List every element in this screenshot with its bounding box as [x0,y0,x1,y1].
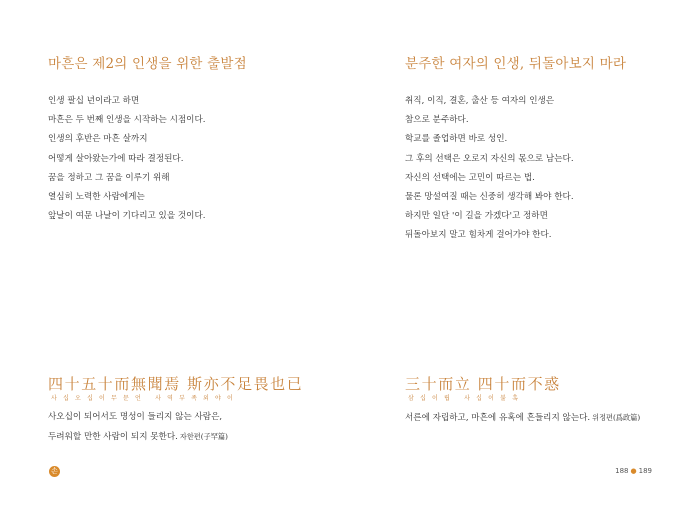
body-line: 꿈을 정하고 그 꿈을 이루기 위해 [48,172,170,183]
body-line: 그 후의 선택은 오로지 자신의 몫으로 남는다. [405,153,574,164]
right-quote-block [405,375,640,428]
body-line: 물론 망설여질 때는 신중히 생각해 봐야 한다. [405,192,574,203]
page-number-left: 188 [615,467,629,475]
body-line: 학교를 졸업하면 바로 성인. [405,134,508,145]
translation-text: 두려워할 만한 사람이 되지 못한다. [48,432,178,442]
translation-text: 서른에 자립하고, 마흔에 유혹에 흔들리지 않는다. [405,413,591,423]
body-line: 인생 팔십 년이라고 하면 [48,96,140,106]
body-line: 열심히 노력한 사람에게는 [48,192,145,203]
page-numbers [615,467,652,475]
quote-translation [405,408,640,428]
body-line: 뒤돌아보지 말고 힘차게 걸어가야 한다. [405,230,552,241]
right-page-title: 분주한 여자의 인생, 뒤돌아보지 마라 [405,56,627,72]
left-quote-block [48,375,303,447]
body-line: 인생의 후반은 마흔 살까지 [48,134,148,145]
hanja-reading: 사십오십이무문언 사역부족외야이 [51,395,240,402]
translation-line [405,408,640,428]
page-number-right: 189 [638,467,652,475]
hanja-quote: 四十五十而無聞焉 斯亦不足畏也已 [48,375,304,393]
right-page-body [405,92,574,246]
body-line: 취직, 이직, 결혼, 출산 등 여자의 인생은 [405,96,555,106]
quote-source: 자한편(子罕篇) [179,432,228,441]
body-line: 앞날이 여문 나날이 기다리고 있을 것이다. [48,211,206,222]
quote-translation [48,408,303,447]
page-ornament-icon: 손 [49,466,60,477]
body-line: 참으로 분주하다. [405,115,469,126]
hanja-reading: 삼십이립 사십이불혹 [408,395,525,402]
body-line: 어떻게 살아왔는가에 따라 결정된다. [48,153,184,164]
left-page-title: 마흔은 제2의 인생을 위한 출발점 [48,56,247,72]
page-separator-dot: ● [630,467,637,475]
translation-line [48,427,303,447]
hanja-quote: 三十而立 四十而不惑 [405,375,561,393]
body-line: 자신의 선택에는 고민이 따르는 법. [405,172,535,183]
right-page [350,0,700,505]
body-line: 하지만 일단 '이 길을 가겠다'고 정하면 [405,211,548,222]
translation-line: 사오십이 되어서도 명성이 들리지 않는 사람은, [48,412,223,422]
quote-source: 위정편(爲政篇) [592,413,641,422]
left-page-body [48,92,206,226]
body-line: 마흔은 두 번째 인생을 시작하는 시점이다. [48,115,206,126]
